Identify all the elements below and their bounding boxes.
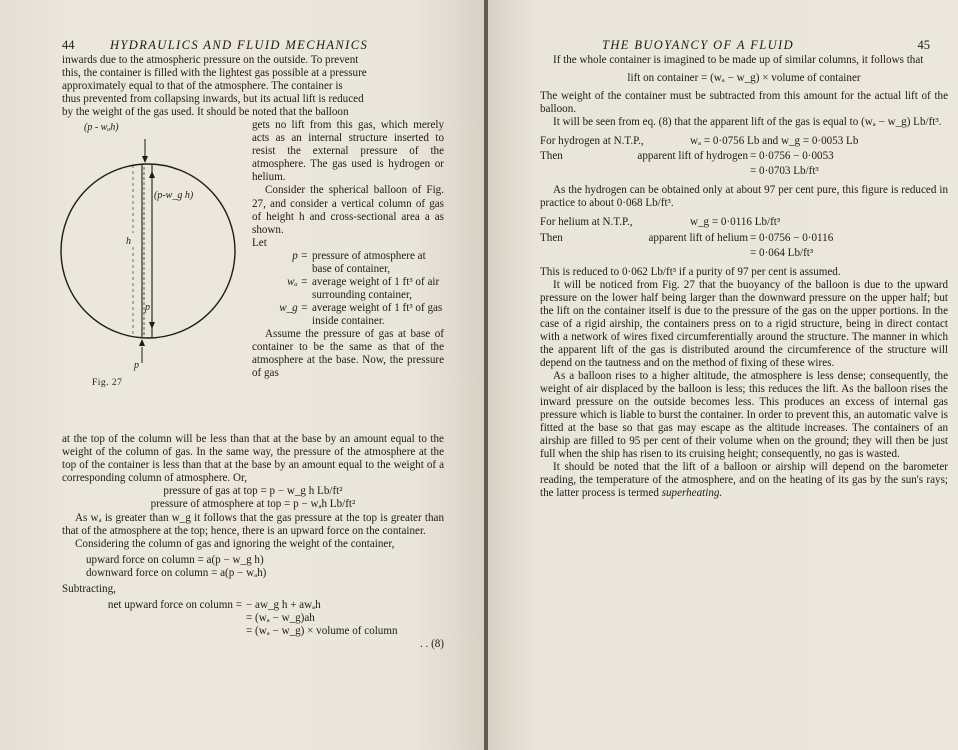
equation-row — [62, 599, 444, 612]
let-intro: Let — [252, 236, 267, 249]
def-symbol: p = — [292, 249, 308, 262]
rp8 — [540, 461, 948, 500]
helium-calc-2: = 0·064 Lb/ft³ — [750, 246, 814, 259]
balloon-diagram — [58, 123, 238, 433]
hydrogen-calc-2: = 0·0703 Lb/ft³ — [750, 165, 819, 178]
equation-row — [62, 554, 444, 567]
label-height: h — [126, 236, 131, 248]
hydrogen-calc-lhs: apparent lift of hydrogen — [637, 150, 748, 163]
rp5: This is reduced to 0·062 Lb/ft³ if a purity of 97 per cent is assumed. — [540, 265, 841, 278]
helium-calc-1: = 0·0756 − 0·0116 — [750, 231, 834, 244]
equation-atm-top: pressure of atmosphere at top = p − wₐh Lb/ft² — [150, 498, 356, 511]
rp6: It will be noticed from Fig. 27 that the buoyancy of the balloon is due to the upward pressure on the lower half being larger than the downward pressure on the upper half; but the lift on the container itself is due to the pressure of the gas on the upper portions. In the case of a rigid airship, the containers press on to a rigid structure, being in direct contact with a network of wires fixed circumferentially around the structure. The manner in which the apparent lift of the gas is distributed around the circumference of the structure will depend on the tautness and on the method of fixing of these wires. — [540, 278, 948, 369]
text-line: approximately equal to that of the atmosphere. The container is — [62, 80, 343, 93]
helium-block — [540, 216, 948, 259]
def-text: average weight of 1 ft³ of air surrounding container, — [312, 275, 440, 301]
label-p-inner: p — [145, 302, 150, 314]
helium-calc-row-2 — [540, 247, 948, 260]
p1-full-lines — [62, 54, 444, 119]
spacer — [62, 612, 242, 625]
def-symbol: wₐ = — [287, 275, 308, 288]
helium-values-row — [540, 216, 948, 229]
equation-row — [62, 612, 444, 625]
spacer — [540, 247, 750, 260]
figure-27 — [58, 123, 238, 433]
definition-row — [252, 276, 444, 302]
right-page-number: 45 — [917, 38, 930, 52]
figure-caption: Fig. 27 — [92, 378, 123, 389]
equation-lift: lift on container = (wₐ − w_g) × volume of container — [627, 72, 861, 85]
then-label: Then — [540, 150, 563, 163]
hydrogen-calc-1: = 0·0756 − 0·0053 — [750, 150, 834, 163]
def-symbol: w_g = — [279, 301, 308, 314]
equation-upward: upward force on column = a(p − w_g h) — [86, 553, 264, 566]
spacer — [62, 554, 86, 567]
net-line-3: = (wₐ − w_g) × volume of column — [246, 624, 398, 637]
net-line-1: − aw_g h + awₐh — [246, 598, 321, 611]
left-header-title: HYDRAULICS AND FLUID MECHANICS — [110, 38, 369, 52]
helium-calc-row — [540, 232, 948, 245]
rp3: It will be seen from eq. (8) that the apparent lift of the gas is equal to (wₐ − w_g) Lb/ft³. — [553, 116, 942, 129]
hydrogen-block — [540, 135, 948, 178]
text-line: inwards due to the atmospheric pressure on the outside. To prevent — [62, 54, 359, 66]
right-header-title: THE BUOYANCY OF A FLUID — [602, 38, 794, 52]
rp1: If the whole container is imagined to be made up of similar columns, it follows that — [553, 54, 924, 66]
hydrogen-values: wₐ = 0·0756 Lb and w_g = 0·0053 Lb — [690, 135, 859, 148]
definition-row — [252, 302, 444, 328]
helium-values: w_g = 0·0116 Lb/ft³ — [690, 216, 781, 229]
hydrogen-values-row — [540, 135, 948, 148]
spacer — [540, 165, 750, 178]
hydrogen-calc-row-2 — [540, 165, 948, 178]
right-running-head — [540, 32, 948, 54]
label-top-pressure: (p - wₐh) — [84, 122, 119, 134]
rp4: As the hydrogen can be obtained only at about 97 per cent pure, this figure is reduced in practice to about 0·068 Lb/ft³. — [540, 184, 948, 210]
text-line: by the weight of the gas used. It should be noted that the balloon — [62, 106, 349, 119]
equation-gas-top: pressure of gas at top = p − w_g h Lb/ft² — [163, 485, 343, 498]
p1-wrap: gets no lift from this gas, which merely acts as an internal structure inserted to resist the external pressure of the atmosphere. The gas used is hydrogen or helium. — [252, 119, 444, 184]
hydrogen-calc-row — [540, 150, 948, 163]
p4: As wₐ is greater than w_g it follows that the gas pressure at the top is greater than that of the atmosphere at the top; hence, there is an upward force on the container. — [62, 511, 444, 537]
text-line: this, the container is filled with the lightest gas possible at a pressure — [62, 67, 367, 80]
definition-row — [252, 250, 444, 276]
equation-row — [62, 567, 444, 580]
then-label: Then — [540, 231, 563, 244]
def-text: average weight of 1 ft³ of gas inside container. — [312, 301, 443, 327]
left-page-number: 44 — [62, 38, 75, 52]
force-equations — [62, 554, 444, 580]
helium-label: For helium at N.T.P., — [540, 216, 633, 229]
def-text: pressure of atmosphere at base of container, — [312, 249, 426, 275]
text-line: thus prevented from collapsing inwards, but its actual lift is reduced — [62, 93, 364, 106]
p3-full: at the top of the column will be less than that at the base by an amount equal to the weight of the column of gas. In the same way, the pressure of the atmosphere at the top of the container is less than that at the base by an amount equal to the weight of a corresponding column of atmosphere. Or, — [62, 433, 444, 485]
equation-number: . . (8) — [419, 637, 444, 650]
equation-row — [62, 625, 444, 638]
spacer — [62, 625, 242, 638]
p5: Considering the column of gas and ignoring the weight of the container, — [75, 537, 395, 550]
label-inner-pressure: (p-w_g h) — [154, 190, 194, 202]
left-body — [62, 54, 444, 651]
p2: Consider the spherical balloon of Fig. 27, and consider a vertical column of gas of height h and cross-sectional area a as shown. — [252, 184, 444, 236]
subtracting-label: Subtracting, — [62, 582, 116, 595]
label-p-bottom: p — [134, 360, 139, 372]
left-running-head — [62, 32, 444, 54]
p3-wrap: Assume the pressure of gas at base of container to be the same as that of the atmosphere at the base. Now, the pressure of gas — [252, 327, 444, 380]
net-lhs: net upward force on column = — [107, 598, 242, 611]
rp8-text: It should be noted that the lift of a balloon or airship will depend on the barometer reading, the temperature of the atmosphere, and on the heating of its gas by the sun's rays; the latter process is termed — [540, 461, 948, 500]
net-force-equations — [62, 599, 444, 651]
rp2: The weight of the container must be subtracted from this amount for the actual lift of the balloon. — [540, 90, 948, 116]
spacer — [62, 567, 86, 580]
right-page — [488, 0, 958, 750]
net-line-2: = (wₐ − w_g)ah — [246, 611, 315, 624]
hydrogen-label: For hydrogen at N.T.P., — [540, 135, 644, 148]
equation-downward: downward force on column = a(p − wₐh) — [86, 566, 267, 579]
rp7: As a balloon rises to a higher altitude, the atmosphere is less dense; consequently, the weight of air displaced by the balloon is less; this reduces the lift. As the balloon rises the inward pressure on the outside becomes less. This produces an excess of internal gas pressure which is liable to burst the container. In order to prevent this, an automatic valve is fitted at the base so that gas may escape as the altitude increases. The containers of an airship are filled to 95 per cent of their volume when on the ground; they will then be just full when the ship has risen to its cruising height; consequently, no gas is wasted. — [540, 369, 948, 461]
rp8-term: superheating. — [661, 487, 723, 500]
helium-calc-lhs: apparent lift of helium — [648, 231, 748, 244]
right-body — [540, 54, 948, 500]
